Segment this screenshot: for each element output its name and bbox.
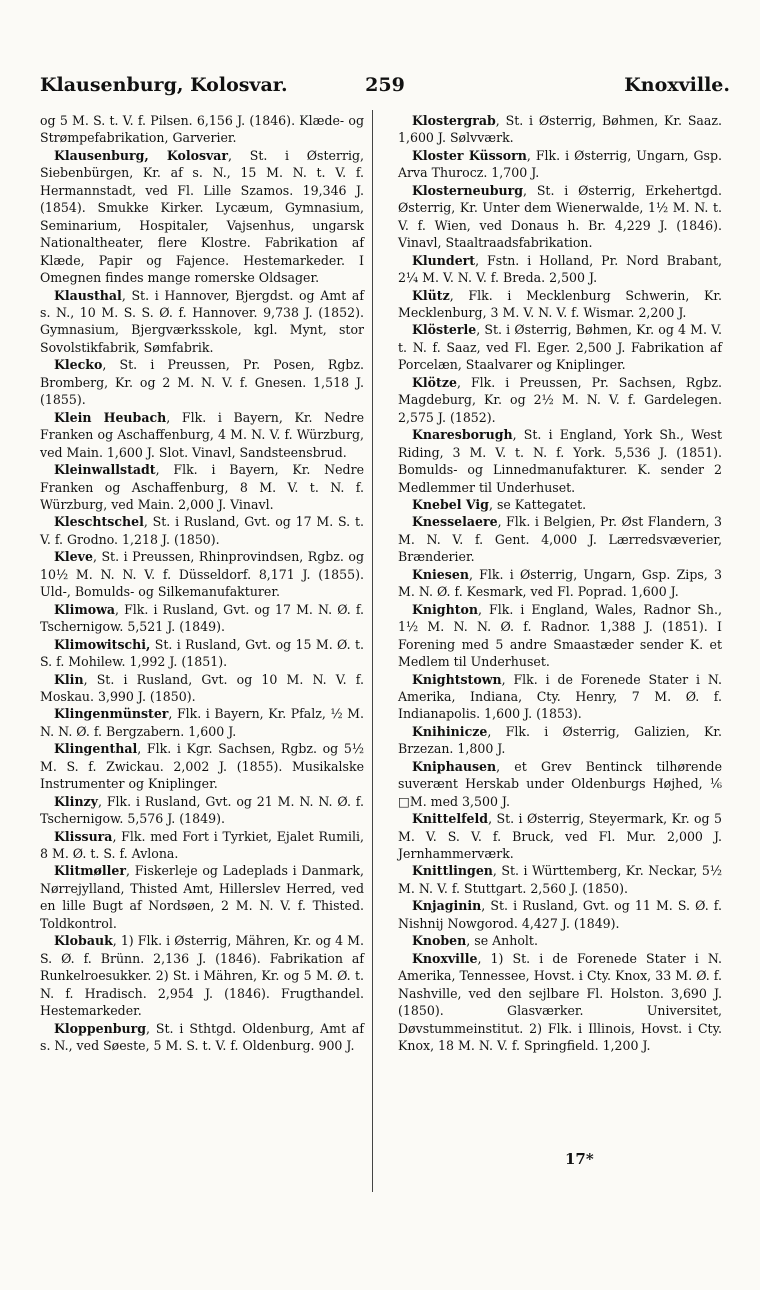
entry-text: , et Grev Bentinck tilhørende suverænt Herskab under Oldenburgs Højhed, ⅙ □M. med 3,500 J. — [398, 758, 722, 809]
dictionary-entry — [40, 548, 364, 600]
entry-headword: Klecko — [54, 357, 103, 373]
entry-headword: Kleve — [54, 549, 93, 565]
entry-headword: Klötze — [412, 374, 457, 390]
entry-text: , St. i Rusland, Gvt. og 11 M. S. Ø. f. Nishnij Nowgorod. 4,427 J. (1849). — [398, 898, 722, 931]
dictionary-entry — [398, 287, 722, 322]
entry-headword: Kloster Küssorn — [412, 147, 527, 163]
entry-text: , Flk. i de Forenede Stater i N. Amerika, Indiana, Cty. Henry, 7 M. Ø. f. Indianapolis. 1,600 J. (1853). — [398, 671, 722, 722]
entry-headword: Knightstown — [412, 671, 502, 687]
dictionary-entry — [40, 1020, 364, 1055]
entry-text: , St. i Østerrig, Erkehertgd. Østerrig, Kr. Unter dem Wienerwalde, 1½ M. N. t. V. f. Wien, ved Donaus h. Br. 4,229 J. (1846). Vinavl, Staaltraadsfabrikation. — [398, 182, 722, 251]
dictionary-entry — [398, 147, 722, 182]
entry-headword: Klobauk — [54, 933, 113, 949]
page-header — [40, 74, 730, 102]
entry-headword: Kleschtschel — [54, 514, 144, 530]
entry-text: , St. i England, York Sh., West Riding, 3 M. V. t. N. f. York. 5,536 J. (1851). Bomulds- og Linnedmanufakturer. K. sender 2 Medlemmer til Underhuset. — [398, 427, 722, 495]
dictionary-entry — [40, 513, 364, 548]
entry-headword: Klausthal — [54, 287, 122, 303]
dictionary-entry — [398, 252, 722, 287]
running-head-right: Knoxville. — [624, 74, 730, 96]
dictionary-entry — [40, 932, 364, 1019]
entry-text: , St. i Württemberg, Kr. Neckar, 5½ M. N. V. f. Stuttgart. 2,560 J. (1850). — [398, 863, 722, 896]
entry-text: , Flk. i Østerrig, Ungarn, Gsp. Arva Thurocz. 1,700 J. — [398, 147, 722, 181]
entry-headword: Klütz — [412, 287, 450, 303]
entry-text: , Flk. med Fort i Tyrkiet, Ejalet Rumili, 8 M. Ø. t. S. f. Avlona. — [40, 828, 364, 862]
entry-text: , St. i Østerrig, Siebenbürgen, Kr. af s. N., 15 M. N. t. V. f. Hermannstadt, ved Fl. Lille Szamos. 19,346 J. (1854). Smukke Kirker. Lycæum, Gymnasium, Seminarium, Hospitaler, Vajsenhus, ungarsk Nationaltheater, flere Klostre. Fabrikation af Klæde, Papir og Fajence. Hestemarkeder. I Omegnen findes mange romerske Oldsager. — [40, 147, 364, 286]
entry-text: , Fstn. i Holland, Pr. Nord Brabant, 2¼ M. V. N. V. f. Breda. 2,500 J. — [398, 252, 722, 286]
entry-text: , St. i Østerrig, Steyermark, Kr. og 5 M. V. S. V. f. Bruck, ved Fl. Mur. 2,000 J. Jernhammerværk. — [398, 811, 722, 862]
entry-text: , Flk. i Bayern, Kr. Pfalz, ½ M. N. N. Ø. f. Bergzabern. 1,600 J. — [40, 706, 364, 739]
dictionary-entry — [398, 950, 722, 1055]
column-divider — [372, 110, 373, 1192]
entry-headword: Klundert — [412, 252, 476, 268]
dictionary-entry — [40, 705, 364, 740]
entry-headword: Klissura — [54, 828, 113, 844]
dictionary-entry — [40, 409, 364, 461]
entry-text: , Flk. i Østerrig, Ungarn, Gsp. Zips, 3 M. N. Ø. f. Kesmark, ved Fl. Poprad. 1,600 J. — [398, 566, 722, 600]
entry-headword: Kleinwallstadt — [54, 462, 156, 478]
entry-headword: Knittlingen — [412, 863, 493, 879]
dictionary-entry — [398, 601, 722, 671]
entry-text: , Flk. i Bayern, Kr. Nedre Franken og Aschaffenburg, 8 M. V. t. N. f. Würzburg, ved Main. 2,000 J. Vinavl. — [40, 462, 364, 512]
dictionary-entry — [40, 793, 364, 828]
entry-text: , Flk. i Rusland, Gvt. og 17 M. N. Ø. f. Tschernigow. 5,521 J. (1849). — [40, 601, 364, 635]
dictionary-entry — [398, 862, 722, 897]
entry-text: , 1) Flk. i Østerrig, Mähren, Kr. og 4 M. S. Ø. f. Brünn. 2,136 J. (1846). Fabrikation af Runkelroesukker. 2) St. i Mähren, Kr. og 5 M. Ø. t. N. f. Hradisch. 2,954 J. (1846). Frugthandel. Hestemarkeder. — [40, 933, 364, 1019]
dictionary-entry — [40, 287, 364, 357]
entry-text: St. i Rusland, Gvt. og 15 M. Ø. t. S. f. Mohilew. 1,992 J. (1851). — [40, 636, 364, 670]
entry-headword: Klingenthal — [54, 741, 138, 757]
entry-text: , Flk. i Rusland, Gvt. og 21 M. N. N. Ø. f. Tschernigow. 5,576 J. (1849). — [40, 793, 364, 827]
entry-text: , Flk. i England, Wales, Radnor Sh., 1½ M. N. N. Ø. f. Radnor. 1,388 J. (1851). I Forening med 5 andre Smaastæder sender K. et Medlem til Underhuset. — [398, 601, 722, 670]
dictionary-entry — [398, 897, 722, 932]
dictionary-entry — [398, 374, 722, 426]
entry-headword: Klimowa — [54, 601, 116, 617]
entry-text: , Flk. i Østerrig, Galizien, Kr. Brzezan. 1,800 J. — [398, 723, 722, 757]
entry-headword: Knjaginin — [412, 898, 482, 914]
dictionary-entry — [398, 810, 722, 862]
dictionary-entry — [40, 356, 364, 408]
dictionary-entry — [398, 112, 722, 147]
entry-headword: Klösterle — [412, 322, 477, 338]
entry-text: , Flk. i Kgr. Sachsen, Rgbz. og 5½ M. S. f. Zwickau. 2,002 J. (1855). Musikalske Instrumenter og Kniplinger. — [40, 741, 364, 792]
running-head-left: Klausenburg, Kolosvar. — [40, 74, 288, 96]
entry-text: , Fiskerleje og Ladeplads i Danmark, Nørrejylland, Thisted Amt, Hillerslev Herred, ved en lille Bugt af Nordsøen, 2 M. N. V. f. Thisted. Toldkontrol. — [40, 863, 364, 931]
dictionary-entry — [398, 182, 722, 252]
entry-headword: Kniesen — [412, 566, 469, 582]
entry-headword: Klingenmünster — [54, 706, 169, 722]
entry-text: , St. i Sthtgd. Oldenburg, Amt af s. N., ved Søeste, 5 M. S. t. V. f. Oldenburg. 900 J. — [40, 1020, 364, 1054]
dictionary-entry — [40, 147, 364, 287]
dictionary-entry — [398, 671, 722, 723]
page-number: 259 — [365, 74, 405, 96]
dictionary-entry — [40, 671, 364, 706]
entry-headword: Klostergrab — [412, 113, 496, 128]
signature-mark: 17* — [565, 1150, 594, 1168]
entry-headword: Knoben — [412, 933, 467, 949]
dictionary-entry — [398, 426, 722, 496]
entry-headword: Kniphausen — [412, 758, 497, 774]
dictionary-entry — [398, 723, 722, 758]
dictionary-entry — [398, 758, 722, 810]
entry-headword: Knoxville — [412, 950, 478, 966]
entry-text: , St. i Rusland, Gvt. og 17 M. S. t. V. f. Grodno. 1,218 J. (1850). — [40, 514, 364, 547]
dictionary-entry — [40, 601, 364, 636]
dictionary-entry — [40, 862, 364, 932]
dictionary-entry — [398, 496, 722, 513]
entry-text: , St. i Preussen, Pr. Posen, Rgbz. Bromberg, Kr. og 2 M. N. V. f. Gnesen. 1,518 J. (1855). — [40, 357, 364, 408]
dictionary-entry — [398, 513, 722, 565]
entry-text: , St. i Østerrig, Bøhmen, Kr. Saaz. 1,600 J. Sølvværk. — [398, 113, 722, 146]
entry-headword: Klausenburg, Kolosvar — [54, 147, 229, 163]
entry-headword: Knebel Vig — [412, 496, 489, 512]
entry-text: , se Anholt. — [466, 933, 538, 949]
entry-text: , Flk. i Belgien, Pr. Øst Flandern, 3 M. N. V. f. Gent. 4,000 J. Lærredsvæverier, Brænderier. — [398, 514, 722, 565]
entry-headword: Klinzy — [54, 793, 98, 809]
entry-text: , se Kattegatet. — [488, 496, 587, 512]
dictionary-entry — [40, 461, 364, 513]
dictionary-entry — [40, 636, 364, 671]
entry-headword: Klitmøller — [54, 863, 127, 879]
entry-text: og 5 M. S. t. V. f. Pilsen. 6,156 J. (1846). Klæde- og Strømpefabrikation, Garverier. — [40, 113, 364, 146]
dictionary-entry — [398, 566, 722, 601]
entry-text: , Flk. i Preussen, Pr. Sachsen, Rgbz. Magdeburg, Kr. og 2½ M. N. V. f. Gardelegen. 2,575 J. (1852). — [398, 374, 722, 425]
entry-headword: Klin — [54, 671, 84, 687]
entry-text: , St. i Preussen, Rhinprovindsen, Rgbz. og 10½ M. N. N. V. f. Düsseldorf. 8,171 J. (1855). Uld-, Bomulds- og Silkemanufakturer. — [40, 549, 364, 600]
entry-text: , Flk. i Bayern, Kr. Nedre Franken og Aschaffenburg, 4 M. N. V. f. Würzburg, ved Main. 1,600 J. Slot. Vinavl, Sandsteensbrud. — [40, 409, 364, 460]
dictionary-entry — [398, 321, 722, 373]
dictionary-entry — [40, 112, 364, 147]
entry-headword: Knihinicze — [412, 723, 488, 739]
dictionary-entry — [398, 932, 722, 949]
entry-text: , St. i Hannover, Bjergdst. og Amt af s. N., 10 M. S. S. Ø. f. Hannover. 9,738 J. (1852). Gymnasium, Bjergværksskole, kgl. Mynt, stor Sovolstikfabrik, Sømfabrik. — [40, 287, 364, 355]
dictionary-entry — [40, 740, 364, 792]
entry-headword: Knighton — [412, 601, 478, 617]
entry-text: , St. i Rusland, Gvt. og 10 M. N. V. f. Moskau. 3,990 J. (1850). — [40, 671, 364, 704]
entry-headword: Knesselaere — [412, 514, 498, 530]
entry-text: , 1) St. i de Forenede Stater i N. Amerika, Tennessee, Hovst. i Cty. Knox, 33 M. Ø. f. Nashville, ved den sejlbare Fl. Holston. 3,690 J. (1850). Glasværker. Universitet, Døvstummeinstitut. 2) Flk. i Illinois, Hovst. i Cty. Knox, 18 M. N. V. f. Springfield. 1,200 J. — [398, 950, 722, 1054]
right-column — [398, 112, 722, 1054]
entry-headword: Klein Heubach — [54, 409, 167, 425]
dictionary-entry — [40, 828, 364, 863]
left-column — [40, 112, 364, 1054]
entry-headword: Klosterneuburg — [412, 182, 523, 198]
entry-headword: Klimowitschi, — [54, 636, 151, 652]
entry-headword: Kloppenburg — [54, 1020, 146, 1036]
entry-text: , Flk. i Mecklenburg Schwerin, Kr. Mecklenburg, 3 M. V. N. V. f. Wismar. 2,200 J. — [398, 287, 722, 320]
entry-headword: Knaresborugh — [412, 427, 513, 443]
entry-text: , St. i Østerrig, Bøhmen, Kr. og 4 M. V. t. N. f. Saaz, ved Fl. Eger. 2,500 J. Fabrikation af Porcelæn, Staalvarer og Kniplinger. — [398, 322, 722, 373]
entry-headword: Knittelfeld — [412, 811, 489, 827]
